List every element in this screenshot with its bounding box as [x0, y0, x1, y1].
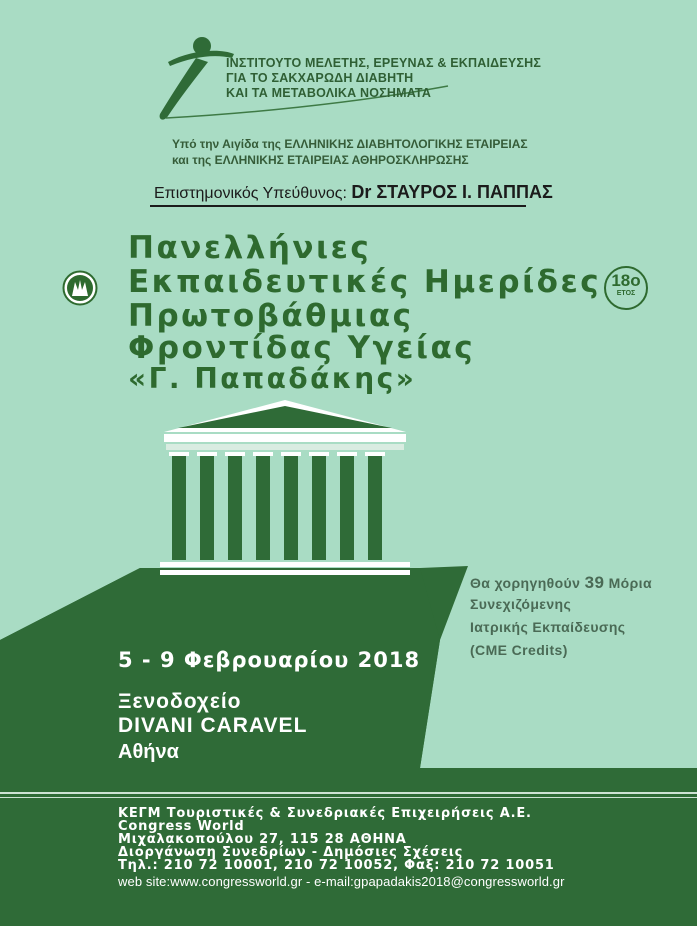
badge-number: 18ο	[611, 271, 641, 290]
cme-line3: Ιατρικής Εκπαίδευσης	[470, 619, 626, 635]
footer-line3: Μιχαλακοπούλου 27, 115 28 ΑΘΗΝΑ	[118, 832, 407, 847]
anniversary-badge	[604, 266, 648, 310]
badge-label: ΕΤΟΣ	[616, 290, 636, 297]
title-line2: Εκπαιδευτικές Ημερίδες	[128, 264, 602, 300]
cme-line1	[470, 573, 652, 593]
scientific-director	[154, 182, 553, 203]
title-line4: Φροντίδας Υγείας	[128, 330, 476, 366]
cme-prefix: Θα χορηγηθούν	[470, 575, 581, 591]
footer-line5: Τηλ.: 210 72 10001, 210 72 10052, Φαξ: 210 72 10051	[118, 858, 555, 873]
cme-credits-number: 39	[584, 573, 605, 592]
ancient-greek-emblem-icon	[62, 270, 98, 306]
footer-divider	[0, 792, 697, 794]
scientific-name: Dr ΣΤΑΥΡΟΣ Ι. ΠΑΠΠΑΣ	[351, 182, 553, 202]
venue-line3: Αθήνα	[118, 741, 179, 763]
underline-divider	[150, 205, 526, 207]
cme-line4: (CME Credits)	[470, 642, 568, 658]
footer-line2: Congress World	[118, 819, 245, 834]
footer-line1: ΚΕΓΜ Τουριστικές & Συνεδριακές Επιχειρήσεις Α.Ε.	[118, 806, 532, 821]
event-dates: 5 - 9 Φεβρουαρίου 2018	[118, 648, 421, 672]
footer-line4: Διοργάνωση Συνεδρίων - Δημόσιες Σχέσεις	[118, 845, 464, 860]
greek-temple-illustration	[160, 396, 410, 578]
cme-suffix: Μόρια	[608, 575, 652, 591]
aegis-line2: και της ΕΛΛΗΝΙΚΗΣ ΕΤΑΙΡΕΙΑΣ ΑΘΗΡΟΣΚΛΗΡΩΣΗΣ	[172, 153, 469, 167]
cme-line2: Συνεχιζόμενης	[470, 596, 572, 612]
org-name-line1: ΙΝΣΤΙΤΟΥΤΟ ΜΕΛΕΤΗΣ, ΕΡΕΥΝΑΣ & ΕΚΠΑΙΔΕΥΣΗΣ	[226, 56, 542, 70]
footer-divider-thin	[0, 797, 697, 798]
title-line5: «Γ. Παπαδάκης»	[128, 362, 417, 395]
aegis-line1: Υπό την Αιγίδα της ΕΛΛΗΝΙΚΗΣ ΔΙΑΒΗΤΟΛΟΓΙΚΗΣ ΕΤΑΙΡΕΙΑΣ	[172, 137, 528, 151]
org-name-line2: ΓΙΑ ΤΟ ΣΑΚΧΑΡΩΔΗ ΔΙΑΒΗΤΗ	[226, 71, 414, 85]
scientific-label: Επιστημονικός Υπεύθυνος:	[154, 185, 347, 202]
venue-line1: Ξενοδοχείο	[118, 690, 242, 713]
venue-line2: DIVANI CARAVEL	[118, 714, 308, 737]
org-name-line3: ΚΑΙ ΤΑ ΜΕΤΑΒΟΛΙΚΑ ΝΟΣΗΜΑΤΑ	[226, 86, 432, 100]
title-line3: Πρωτοβάθμιας	[128, 298, 414, 334]
title-line1: Πανελλήνιες	[128, 230, 372, 266]
footer-web-email[interactable]: web site:www.congressworld.gr - e-mail:gpapadakis2018@congressworld.gr	[118, 874, 565, 889]
